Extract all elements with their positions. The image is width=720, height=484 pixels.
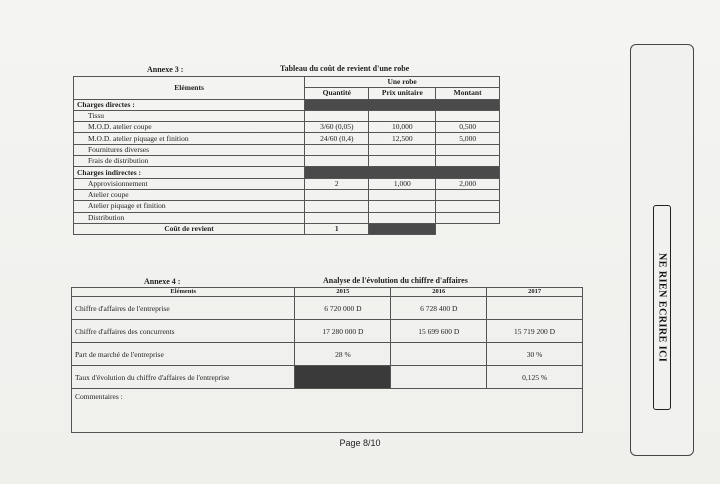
shaded-cell [305,99,500,110]
col-quantite: Quantité [305,88,369,99]
table-row [72,320,583,343]
row-label: M.O.D. atelier piquage et finition [74,133,305,144]
row-label: Taux d'évolution du chiffre d'affaires de l'entreprise [72,366,295,389]
cell-montant [436,212,500,223]
table-row [72,297,583,320]
cell-quantite [305,201,369,212]
cell-year-2015 [295,366,391,389]
cell-year-2016: 6 728 400 D [391,297,487,320]
cell-montant: 2,000 [436,178,500,189]
cell-prix-unitaire: 12,500 [369,133,436,144]
shaded-cell [305,167,500,178]
revenue-analysis-table [71,287,583,433]
cell-prix-unitaire: 1,000 [369,178,436,189]
cell-prix-unitaire [369,189,436,200]
col-group-une-robe: Une robe [305,77,500,88]
cell-montant [436,201,500,212]
row-label: Atelier coupe [74,189,305,200]
col-prix-unitaire: Prix unitaire [369,88,436,99]
comments-field[interactable]: Commentaires : [72,389,583,433]
col-elements: Eléments [72,288,295,297]
row-label: Part de marché de l'entreprise [72,343,295,366]
row-label: Chiffre d'affaires de l'entreprise [72,297,295,320]
table-row [74,133,500,144]
annex4-title: Analyse de l'évolution du chiffre d'affaires [323,276,468,285]
table-row [72,366,583,389]
do-not-write-box [653,205,671,410]
row-label: Chiffre d'affaires des concurrents [72,320,295,343]
cell-prix-unitaire [369,110,436,121]
cell-prix-unitaire: 10,000 [369,122,436,133]
table-row [74,144,500,155]
do-not-write-margin [630,44,694,456]
row-label: Distribution [74,212,305,223]
total-label: Coût de revient [74,223,305,234]
annex4-label: Annexe 4 : [144,277,181,286]
cell-montant: 0,500 [436,122,500,133]
cell-montant [436,189,500,200]
shaded-cell [369,223,436,234]
cell-year-2015: 28 % [295,343,391,366]
table-row [74,122,500,133]
cell-prix-unitaire [369,212,436,223]
cell-year-2017: 30 % [487,343,583,366]
cell-quantite [305,189,369,200]
table-row [74,110,500,121]
cell-montant [436,144,500,155]
cell-year-2017[interactable] [487,297,583,320]
table-row [74,201,500,212]
table-row [74,212,500,223]
cell-year-2016[interactable] [391,366,487,389]
cell-year-2016: 15 699 600 D [391,320,487,343]
table-row [72,343,583,366]
empty-cell [436,223,500,234]
cell-year-2016[interactable] [391,343,487,366]
section-row [74,167,500,178]
col-2017: 2017 [487,288,583,297]
cell-quantite: 24/60 (0,4) [305,133,369,144]
cell-year-2015: 17 280 000 D [295,320,391,343]
page-number: Page 8/10 [339,438,381,448]
cell-year-2017: 15 719 200 D [487,320,583,343]
annex3-label: Annexe 3 : [147,65,184,74]
col-2016: 2016 [391,288,487,297]
cost-price-table [73,76,500,235]
cell-year-2015: 6 720 000 D [295,297,391,320]
do-not-write-text: NE RIEN ECRIRE ICI [656,252,668,363]
cell-quantite: 3/60 (0,05) [305,122,369,133]
table-row [74,156,500,167]
cell-montant: 5,000 [436,133,500,144]
row-label: Atelier piquage et finition [74,201,305,212]
row-label: Tissu [74,110,305,121]
cell-prix-unitaire [369,144,436,155]
col-2015: 2015 [295,288,391,297]
col-montant: Montant [436,88,500,99]
table-row [74,178,500,189]
table-row [74,189,500,200]
cell-prix-unitaire [369,201,436,212]
annex3-title: Tableau du coût de revient d'une robe [280,64,410,73]
cell-montant [436,110,500,121]
row-label: Charges indirectes : [74,167,305,178]
cell-montant [436,156,500,167]
row-label: Frais de distribution [74,156,305,167]
row-label: Approvisionnement [74,178,305,189]
row-label: Charges directes : [74,99,305,110]
total-quantite: 1 [305,223,369,234]
cell-prix-unitaire [369,156,436,167]
cell-quantite [305,212,369,223]
cell-quantite: 2 [305,178,369,189]
cell-quantite [305,144,369,155]
cell-year-2017: 0,125 % [487,366,583,389]
col-elements: Eléments [74,77,305,100]
row-label: M.O.D. atelier coupe [74,122,305,133]
total-row [74,223,500,234]
section-row [74,99,500,110]
cell-quantite [305,156,369,167]
cell-quantite [305,110,369,121]
row-label: Fournitures diverses [74,144,305,155]
